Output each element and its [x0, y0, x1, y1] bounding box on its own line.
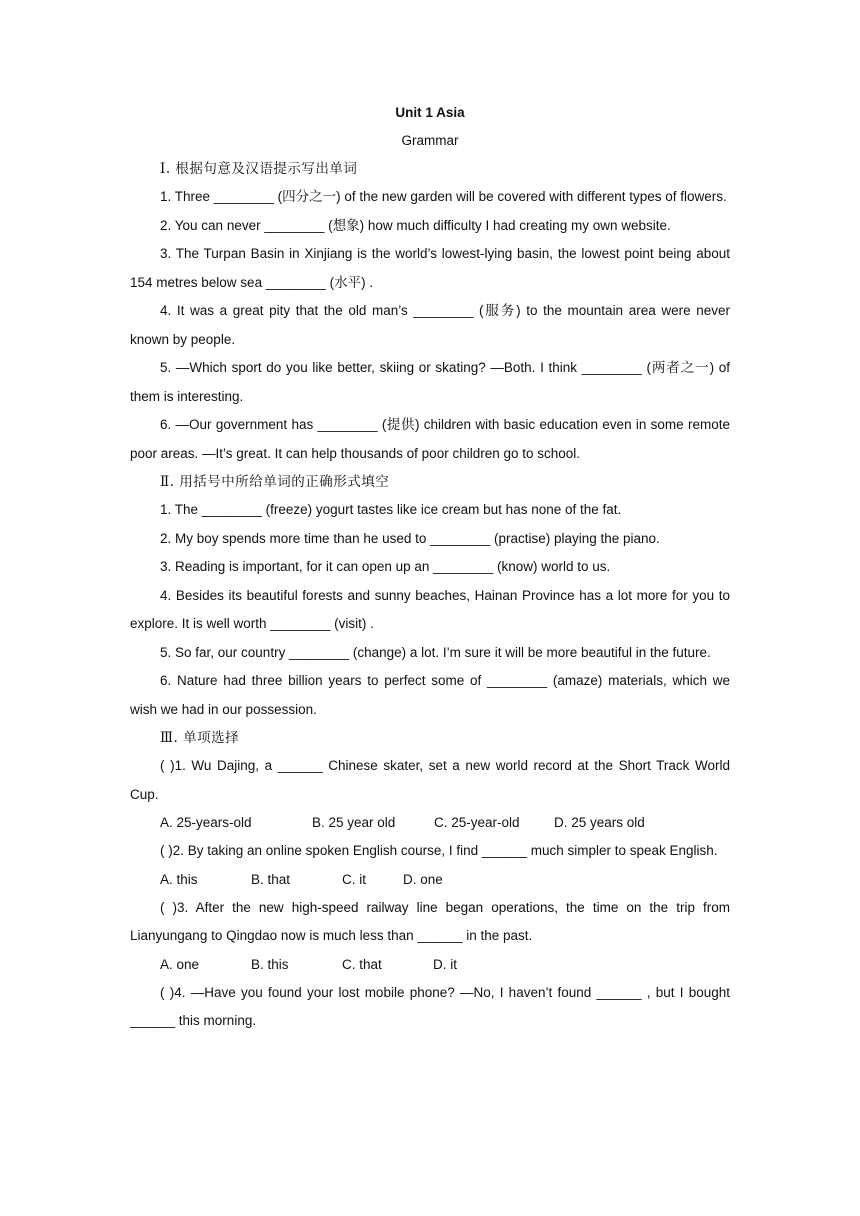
option-a: A. this — [160, 871, 198, 887]
section-2-heading: Ⅱ. 用括号中所给单词的正确形式填空 — [160, 474, 390, 490]
mc-question-2-stem: ( )2. By taking an online spoken English course, I find ______ much simpler to speak English. — [160, 843, 718, 858]
option-b: B. 25 year old — [312, 815, 396, 830]
section-3-heading: Ⅲ. 单项选择 — [160, 730, 240, 746]
section-1-question-6: 6. —Our government has ________ (提供) children with basic education even in some remote poor areas. —It’s great. It can help thousands of poor children go to school. — [130, 417, 730, 461]
option-b: B. that — [251, 871, 291, 887]
option-d: D. it — [433, 956, 458, 972]
option-a: A. 25-years-old — [160, 815, 252, 830]
option-d: D. 25 years old — [554, 815, 645, 830]
mc-question-3-stem: ( )3. After the new high-speed railway line began operations, the time on the trip from Lianyungang to Qingdao now is much less than ______ in the past. — [130, 899, 730, 943]
option-c: C. 25-year-old — [434, 815, 520, 830]
mc-question-1-options — [130, 809, 730, 837]
option-b: B. this — [251, 956, 289, 972]
section-1-question-4: 4. It was a great pity that the old man’s ________ (服务) to the mountain area were never known by people. — [130, 303, 730, 347]
unit-title: Unit 1 Asia — [395, 105, 465, 120]
worksheet-page — [130, 99, 730, 1036]
option-c: C. it — [342, 871, 367, 887]
section-2-question-6: 6. Nature had three billion years to perfect some of ________ (amaze) materials, which we wish we had in our possession. — [130, 673, 730, 717]
section-2-question-3: 3. Reading is important, for it can open up an ________ (know) world to us. — [160, 559, 611, 574]
section-2-question-2: 2. My boy spends more time than he used to ________ (practise) playing the piano. — [160, 530, 660, 546]
option-c: C. that — [342, 956, 382, 972]
mc-question-4-stem: ( )4. —Have you found your lost mobile phone? —No, I haven’t found ______ , but I bought ______ this morning. — [130, 984, 730, 1028]
lesson-subtitle: Grammar — [401, 133, 459, 148]
mc-question-2-options — [130, 866, 730, 894]
section-1-question-2: 2. You can never ________ (想象) how much difficulty I had creating my own website. — [160, 217, 671, 233]
section-1-question-3: 3. The Turpan Basin in Xinjiang is the world’s lowest-lying basin, the lowest point being about 154 metres below sea ________ (水平) . — [130, 246, 730, 290]
mc-question-1-stem: ( )1. Wu Dajing, a ______ Chinese skater, set a new world record at the Short Track World Cup. — [130, 758, 730, 802]
section-1-heading: Ⅰ. 根据句意及汉语提示写出单词 — [160, 161, 358, 177]
section-2-question-5: 5. So far, our country ________ (change) a lot. I’m sure it will be more beautiful in the future. — [160, 644, 711, 660]
option-a: A. one — [160, 956, 200, 972]
option-d: D. one — [403, 871, 443, 887]
mc-question-3-options — [130, 951, 730, 979]
section-1-question-5: 5. —Which sport do you like better, skiing or skating? —Both. I think ________ (两者之一) of them is interesting. — [130, 360, 730, 404]
section-1-question-1: 1. Three ________ (四分之一) of the new garden will be covered with different types of flowers. — [160, 189, 727, 204]
section-2-question-4: 4. Besides its beautiful forests and sunny beaches, Hainan Province has a lot more for you to explore. It is well worth ________ (visit) . — [130, 587, 730, 631]
section-2-question-1: 1. The ________ (freeze) yogurt tastes like ice cream but has none of the fat. — [160, 502, 622, 517]
